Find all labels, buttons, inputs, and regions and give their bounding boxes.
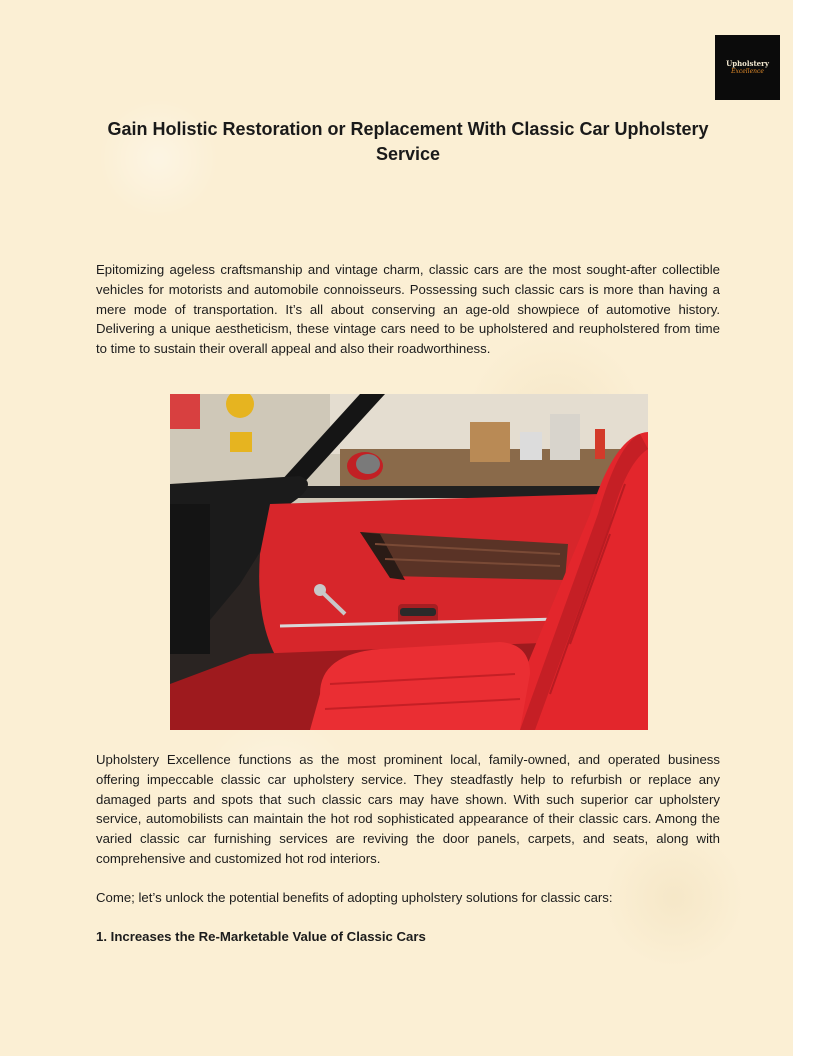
logo-text: Upholstery xyxy=(726,59,769,68)
section-heading: 1. Increases the Re-Marketable Value of Classic Cars xyxy=(96,929,426,944)
company-paragraph: Upholstery Excellence functions as the most prominent local, family-owned, and operated business offering impeccable classic car upholstery service. They steadfastly help to refurbish or replace any damaged parts and spots that such classic cars may have shown. With such superior car upholstery service, automobilists can maintain the hot rod sophisticated appearance of their classic cars. Among the varied classic car furnishing services are reviving the door panels, carpets, and seats, along with comprehensive and customized hot rod interiors. xyxy=(96,752,720,866)
intro-paragraph: Epitomizing ageless craftsmanship and vintage charm, classic cars are the most sought-after collectible vehicles for motorists and automobile connoisseurs. Possessing such classic cars is more than having a mere mode of transportation. It’s all about conserving an age-old showpiece of automotive history. Delivering a unique aestheticism, these vintage cars need to be upholstered and reupholstered from time to time to sustain their overall appeal and also their roadworthiness. xyxy=(96,262,720,357)
page-title: Gain Holistic Restoration or Replacement With Classic Car Upholstery Service xyxy=(107,119,709,164)
logo-subtext: Excellence xyxy=(731,68,764,75)
benefits-intro-paragraph: Come; let’s unlock the potential benefits of adopting upholstery solutions for classic cars: xyxy=(96,890,613,905)
car-interior-photo xyxy=(170,394,648,730)
company-logo xyxy=(715,35,780,100)
